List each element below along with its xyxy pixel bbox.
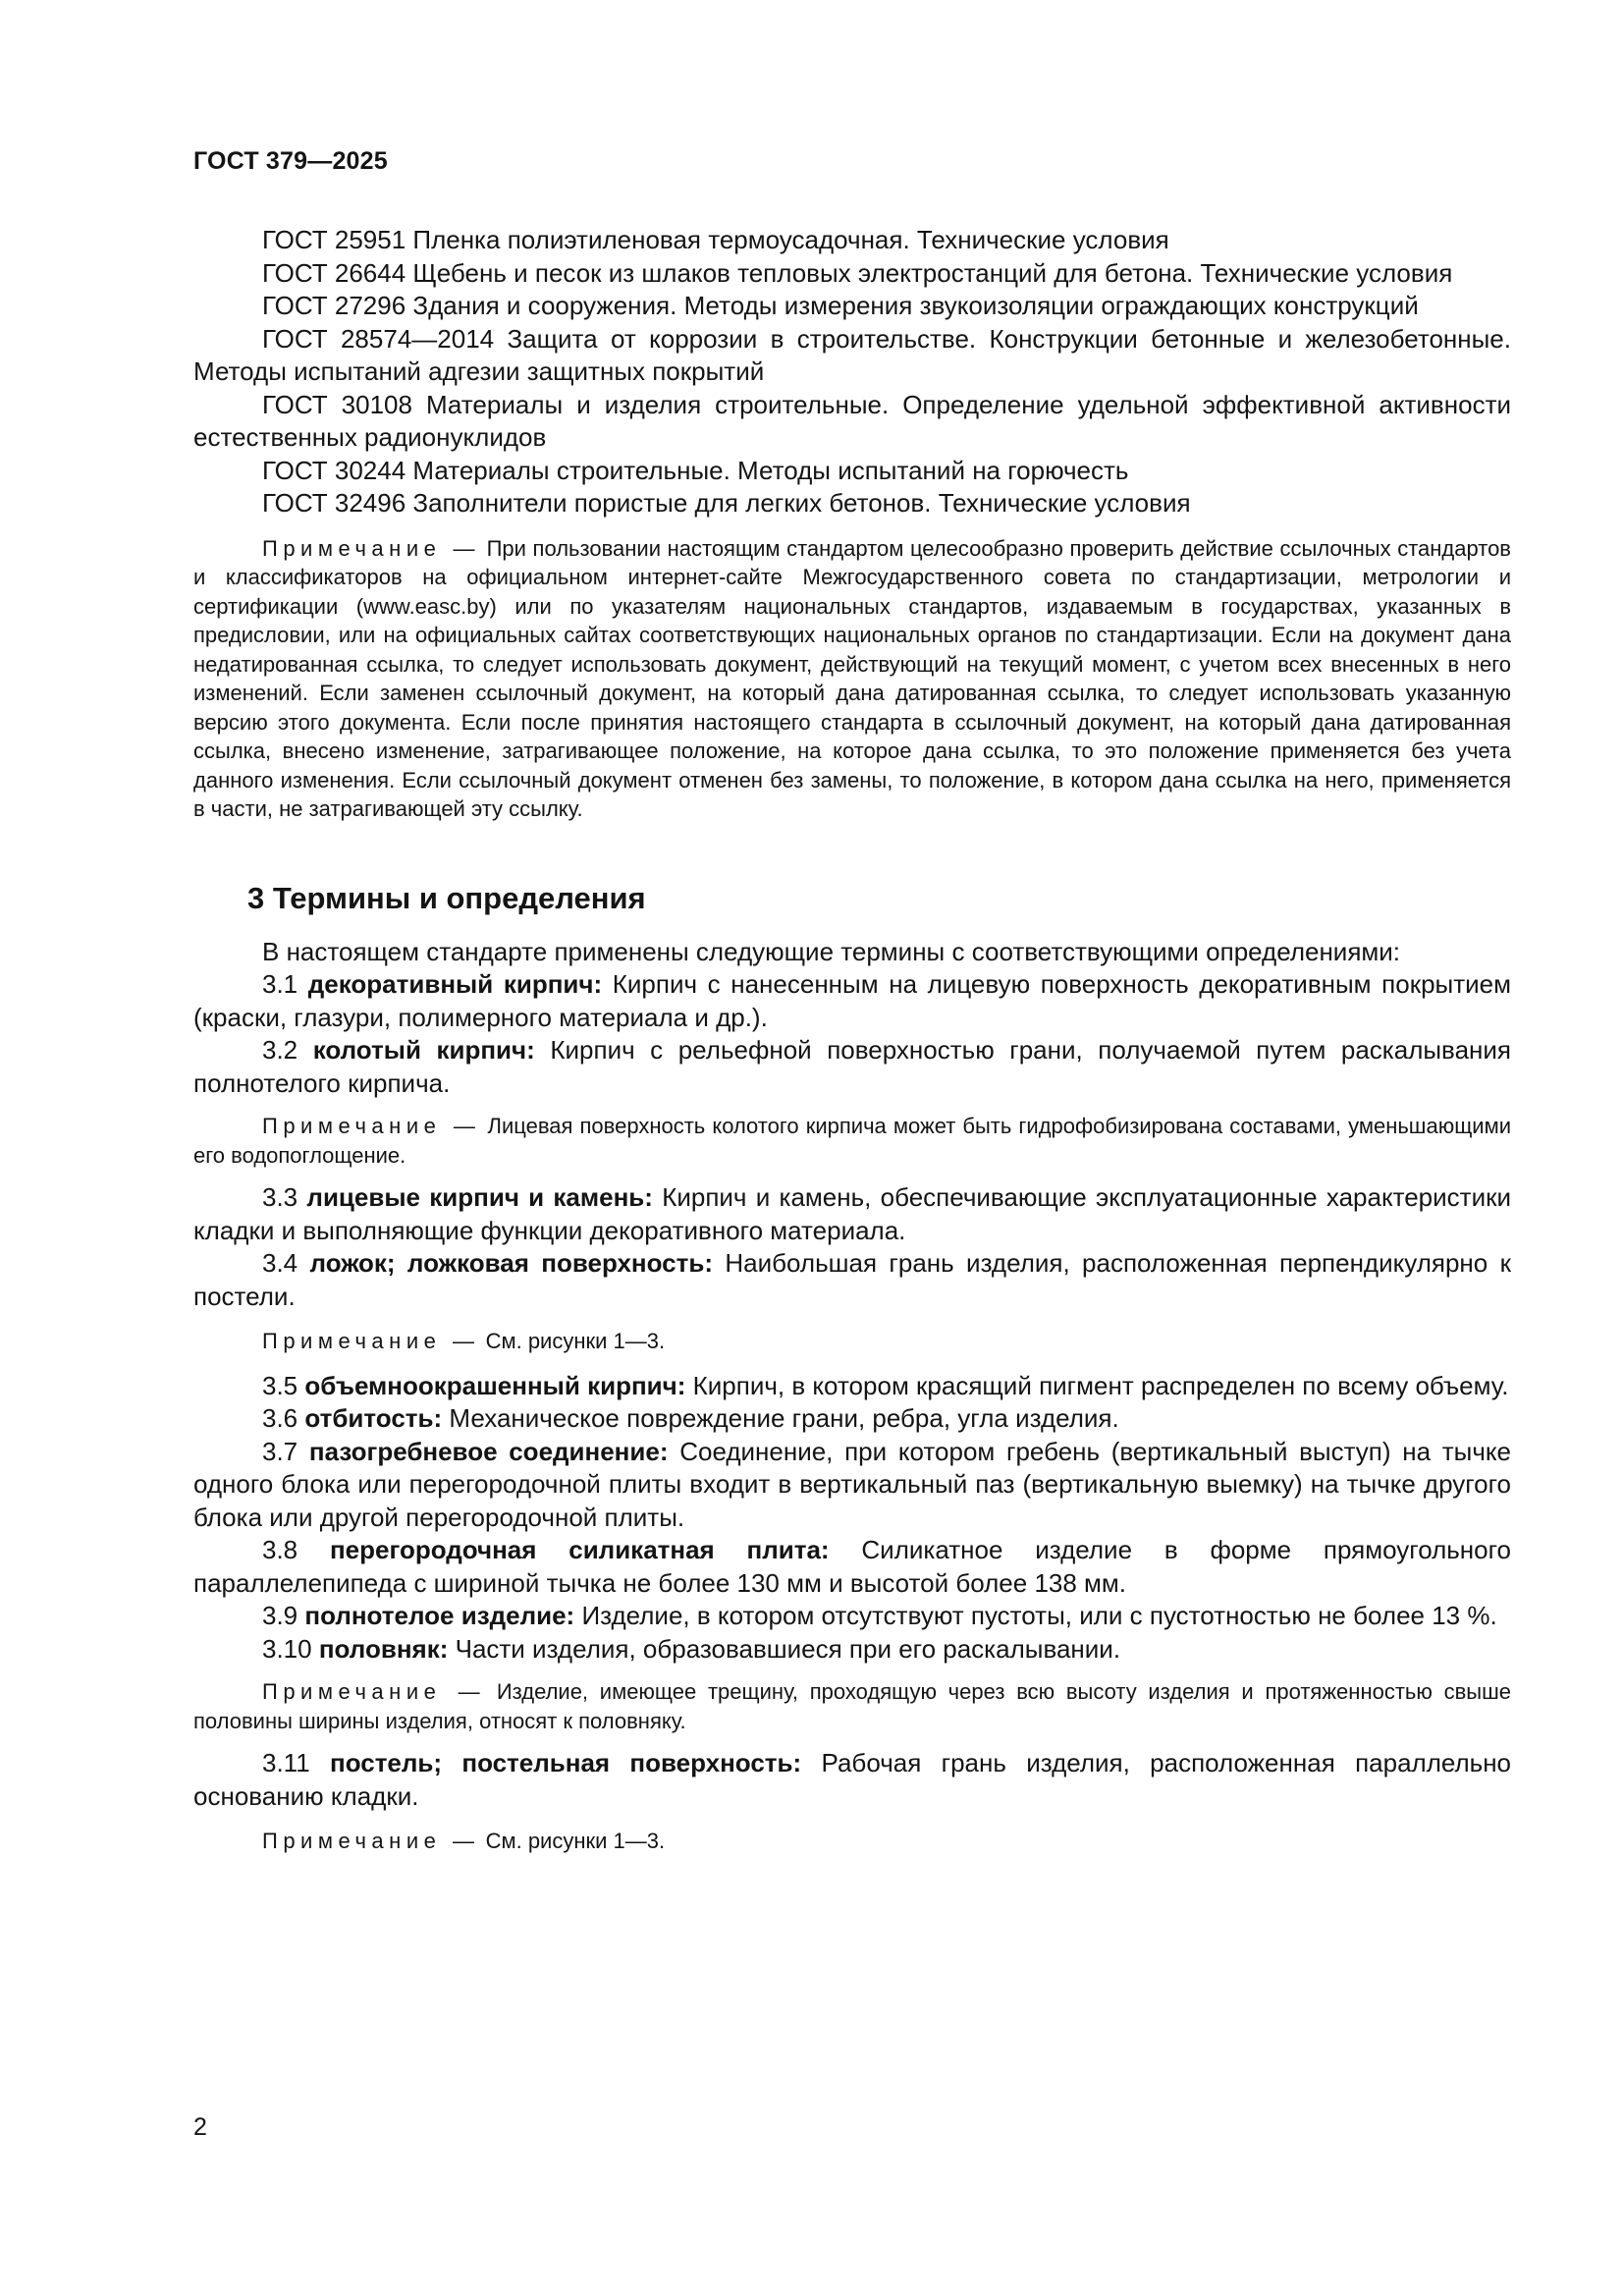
term-name: полнотелое изделие: bbox=[304, 1601, 575, 1630]
term-entry bbox=[193, 1247, 1511, 1313]
term-definition: Кирпич, в котором красящий пигмент распределен по всему объему. bbox=[692, 1370, 1509, 1400]
term-definition: Соединение, при котором гребень (вертикальный выступ) на тычке одного блока или перегородочной плиты входит в вертикальный паз (вертикальную выемку) на тычке другого блока или другой перегородочной плиты. bbox=[193, 1436, 1512, 1532]
note-text: См. рисунки 1—3. bbox=[485, 1829, 666, 1853]
term-entry bbox=[193, 1600, 1511, 1633]
term-definition: Изделие, в котором отсутствуют пустоты, или с пустотностью не более 13 %. bbox=[581, 1601, 1497, 1630]
note-text: Лицевая поверхность колотого кирпича может быть гидрофобизирована составами, уменьшающими его водопоглощение. bbox=[193, 1114, 1511, 1168]
term-entry bbox=[193, 1436, 1511, 1535]
term-name: колотый кирпич: bbox=[312, 1035, 535, 1065]
document-header: ГОСТ 379—2025 bbox=[193, 147, 388, 175]
term-number: 3.8 bbox=[262, 1535, 298, 1564]
note-text: При пользовании настоящим стандартом целесообразно проверить действие ссылочных стандартов и классификаторов на официальном интернет-сайте Межгосударственного совета по стандартизации, метрологии и сертификации (www.easc.by) или по указателям национальных стандартов, издаваемым в государствах, указанных в предисловии, или на официальных сайтах соответствующих национальных органов по стандартизации. Если на документ дана недатированная ссылка, то следует использовать документ, действующий на текущий момент, с учетом всех внесенных в него изменений. Если заменен ссылочный документ, на который дана датированная ссылка, то следует использовать указанную версию этого документа. Если после принятия настоящего стандарта в ссылочный документ, на который дана датированная ссылка, внесено изменение, затрагивающее положение, на которое дана ссылка, то это положение применяется без учета данного изменения. Если ссылочный документ отменен без замены, то положение, в котором дана ссылка на него, применяется в части, не затрагивающей эту ссылку. bbox=[193, 535, 1511, 821]
term-name: ложок; ложковая поверхность: bbox=[309, 1248, 714, 1278]
section-intro: В настоящем стандарте применены следующие термины с соответствующими определениями: bbox=[262, 936, 1401, 966]
term-name: объемноокрашенный кирпич: bbox=[304, 1370, 686, 1400]
note-label: Примечание — bbox=[262, 1114, 481, 1138]
reference-item: ГОСТ 26644 Щебень и песок из шлаков тепловых электростанций для бетона. Технические условия bbox=[262, 257, 1453, 288]
term-entry bbox=[193, 1402, 1511, 1436]
term-entry bbox=[193, 1747, 1511, 1813]
reference-item: ГОСТ 32496 Заполнители пористые для легких бетонов. Технические условия bbox=[262, 488, 1191, 518]
term-number: 3.11 bbox=[262, 1748, 310, 1777]
term-entry bbox=[193, 1034, 1511, 1100]
note-label: Примечание — bbox=[262, 1679, 486, 1704]
term-entry bbox=[193, 1181, 1511, 1247]
term-definition: Кирпич с нанесенным на лицевую поверхность декоративным покрытием (краски, глазури, полимерного материала и др.). bbox=[193, 969, 1511, 1032]
term-note bbox=[193, 1677, 1511, 1735]
note-text: Изделие, имеющее трещину, проходящую через всю высоту изделия и протяженностью свыше половины ширины изделия, относят к половняку. bbox=[193, 1679, 1511, 1733]
term-entry bbox=[193, 1534, 1511, 1600]
term-entry bbox=[193, 968, 1511, 1034]
page-number: 2 bbox=[193, 2113, 207, 2141]
note-label: Примечание — bbox=[262, 535, 480, 561]
term-number: 3.5 bbox=[262, 1370, 298, 1400]
term-name: отбитость: bbox=[304, 1403, 443, 1433]
reference-item: ГОСТ 25951 Пленка полиэтиленовая термоусадочная. Технические условия bbox=[262, 225, 1169, 254]
note-label: Примечание — bbox=[262, 1829, 480, 1853]
term-number: 3.1 bbox=[262, 969, 298, 999]
term-number: 3.3 bbox=[262, 1182, 298, 1212]
note-label: Примечание — bbox=[262, 1329, 480, 1353]
term-definition: Кирпич и камень, обеспечивающие эксплуатационные характеристики кладки и выполняющие функции декоративного материала. bbox=[193, 1182, 1512, 1245]
reference-item: ГОСТ 28574—2014 Защита от коррозии в строительстве. Конструкции бетонные и железобетонные. Методы испытаний адгезии защитных покрытий bbox=[193, 323, 1511, 386]
term-definition: Наибольшая грань изделия, расположенная перпендикулярно к постели. bbox=[193, 1248, 1511, 1311]
term-note bbox=[193, 1327, 1511, 1356]
term-definition: Рабочая грань изделия, расположенная параллельно основанию кладки. bbox=[193, 1748, 1512, 1811]
term-definition: Механическое повреждение грани, ребра, угла изделия. bbox=[449, 1403, 1119, 1433]
term-name: постель; постельная поверхность: bbox=[330, 1748, 802, 1777]
term-note bbox=[193, 1112, 1511, 1170]
term-name: декоративный кирпич: bbox=[307, 969, 603, 999]
reference-item: ГОСТ 30108 Материалы и изделия строительные. Определение удельной эффективной активности естественных радионуклидов bbox=[193, 389, 1511, 452]
term-name: пазогребневое соединение: bbox=[308, 1436, 669, 1466]
references-note bbox=[193, 534, 1511, 824]
term-definition: Силикатное изделие в форме прямоугольного параллелепипеда с шириной тычка не более 130 мм и высотой более 138 мм. bbox=[193, 1535, 1511, 1598]
note-text: См. рисунки 1—3. bbox=[485, 1329, 666, 1353]
term-entry bbox=[193, 1370, 1511, 1403]
term-name: половняк: bbox=[318, 1633, 449, 1664]
term-name: лицевые кирпич и камень: bbox=[306, 1182, 653, 1212]
term-note bbox=[193, 1827, 1511, 1856]
term-number: 3.9 bbox=[262, 1601, 298, 1630]
section-title: 3 Термины и определения bbox=[247, 880, 646, 915]
term-number: 3.4 bbox=[262, 1248, 298, 1278]
term-number: 3.6 bbox=[262, 1403, 298, 1433]
term-name: перегородочная силикатная плита: bbox=[329, 1535, 830, 1564]
page-content bbox=[193, 224, 1511, 1856]
term-number: 3.2 bbox=[262, 1035, 298, 1065]
reference-item: ГОСТ 27296 Здания и сооружения. Методы измерения звукоизоляции ограждающих конструкций bbox=[262, 291, 1419, 320]
term-definition: Кирпич с рельефной поверхностью грани, получаемой путем раскалывания полнотелого кирпича. bbox=[193, 1035, 1511, 1098]
term-entry bbox=[193, 1633, 1511, 1667]
reference-item: ГОСТ 30244 Материалы строительные. Методы испытаний на горючесть bbox=[262, 455, 1129, 485]
term-number: 3.7 bbox=[262, 1436, 298, 1466]
term-definition: Части изделия, образовавшиеся при его раскалывании. bbox=[455, 1633, 1121, 1664]
term-number: 3.10 bbox=[262, 1633, 312, 1664]
